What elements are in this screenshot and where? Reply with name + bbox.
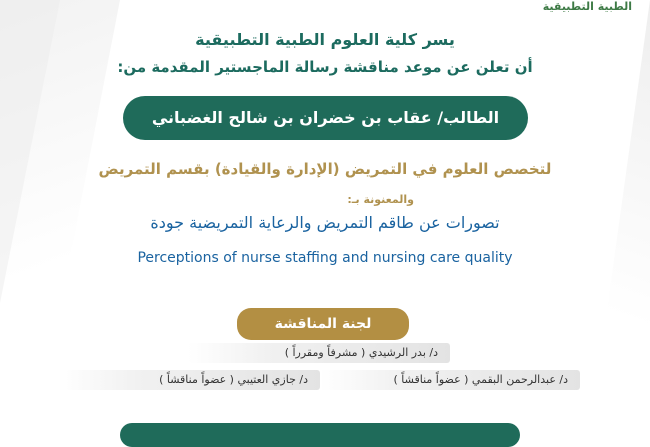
bottom-banner: [120, 423, 520, 447]
committee-member: د/ جازي العتيبي ( عضواً مناقشاً ): [58, 370, 320, 390]
committee-heading: لجنة المناقشة: [237, 308, 409, 340]
announcement-intro-line2: أن تعلن عن موعد مناقشة رسالة الماجستير المقدمة من:: [117, 58, 533, 76]
announcement-intro-line1: يسر كلية العلوم الطبية التطبيقية: [195, 30, 455, 49]
thesis-title-arabic: تصورات عن طاقم التمريض والرعاية التمريضية جودة: [150, 213, 500, 232]
committee-member: د/ بدر الرشيدي ( مشرفاً ومقرراً ): [188, 343, 450, 363]
specialization-text: لتخصص العلوم في التمريض (الإدارة والقيادة) بقسم التمريض: [98, 160, 552, 178]
thesis-titled-label: والمعنونة بـ:: [347, 193, 414, 206]
committee-member: د/ عبدالرحمن البقمي ( عضواً مناقشاً ): [320, 370, 580, 390]
thesis-title-english: Perceptions of nurse staffing and nursing care quality: [137, 250, 513, 266]
college-logo-text: الطبية التطبيقية: [542, 0, 632, 13]
student-name-banner: الطالب/ عقاب بن خضران بن شالح الغضباني: [123, 96, 528, 140]
